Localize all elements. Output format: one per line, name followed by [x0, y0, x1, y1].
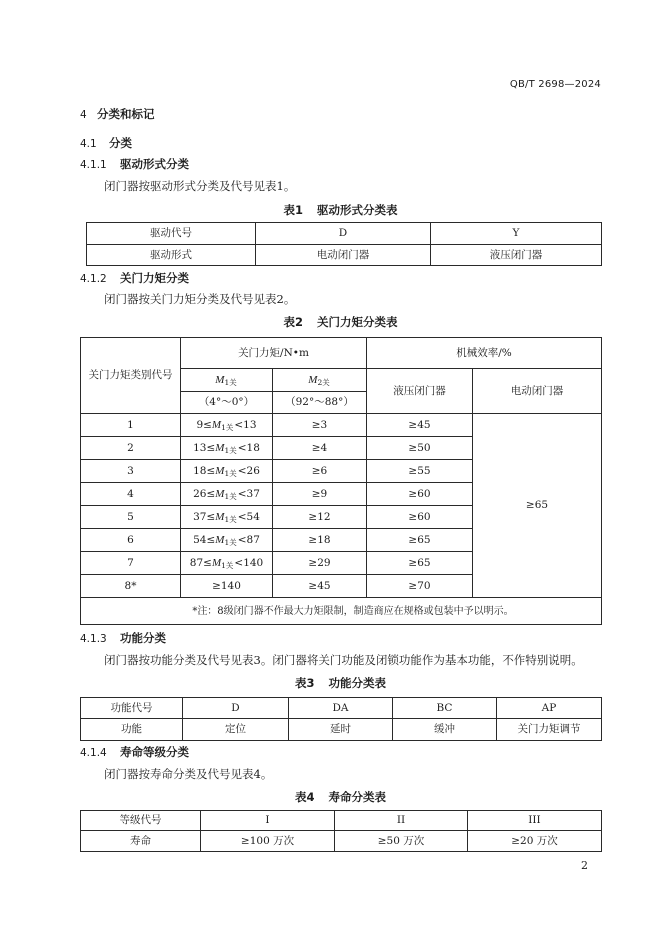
clause-number: 4.1.1	[80, 159, 107, 171]
table-cell: 延时	[289, 719, 393, 741]
clause-heading-life	[80, 744, 189, 761]
m-subscript: 1关	[224, 537, 237, 547]
clause-number: 4.1.4	[80, 747, 107, 759]
m-subscript: 1关	[221, 560, 234, 570]
m-symbol: M	[215, 464, 225, 477]
service-life-table	[80, 810, 602, 852]
row-header-grade-code: 等级代号	[81, 811, 201, 831]
hydraulic-efficiency: ≥65	[367, 529, 473, 552]
torque-class-code: 2	[81, 437, 181, 460]
clause-text-function: 闭门器按功能分类及代号见表3。闭门器将关门功能及闭锁功能作为基本功能，不作特别说明。	[104, 653, 583, 667]
clause-title: 关门力矩分类	[120, 271, 189, 285]
table-row	[81, 831, 602, 852]
table-cell: AP	[497, 698, 602, 719]
m1-closing-range	[181, 552, 273, 575]
table-1-caption	[80, 202, 601, 218]
range-lower: 18≤	[193, 464, 216, 477]
table-cell: D	[256, 223, 431, 245]
range-lower: 87≤	[189, 556, 212, 569]
table-note-row	[81, 598, 602, 625]
header-m2-angle: （92°～88°）	[273, 392, 367, 414]
hydraulic-efficiency: ≥70	[367, 575, 473, 598]
m1-closing-range	[181, 437, 273, 460]
m1-closing-range	[181, 506, 273, 529]
table-row	[87, 223, 602, 245]
table-row	[87, 245, 602, 266]
range-upper: <140	[234, 556, 264, 569]
torque-class-code: 8*	[81, 575, 181, 598]
drive-type-table	[86, 222, 602, 266]
m-symbol: M	[215, 373, 225, 386]
m-subscript: 1关	[224, 514, 237, 524]
clause-title: 寿命等级分类	[120, 745, 189, 759]
m2-closing-min: ≥45	[273, 575, 367, 598]
range-upper: <26	[237, 464, 260, 477]
standard-code: QB/T 2698—2024	[509, 79, 601, 90]
table-cell: II	[335, 811, 468, 831]
electric-efficiency: ≥65	[473, 414, 602, 598]
m1-closing-range	[181, 460, 273, 483]
table-row	[81, 414, 602, 437]
table-cell: I	[201, 811, 335, 831]
table-2-caption	[80, 314, 601, 330]
table-label: 表2	[283, 315, 303, 329]
clause-number: 4.1.3	[80, 633, 107, 645]
m1-closing-range	[181, 529, 273, 552]
m-subscript: 2关	[317, 377, 330, 387]
table-cell: ≥50 万次	[335, 831, 468, 852]
table-title: 功能分类表	[328, 676, 386, 690]
table-cell: 定位	[183, 719, 289, 741]
clause-heading-drive	[80, 156, 189, 173]
clause-title: 功能分类	[120, 631, 166, 645]
table-row	[81, 811, 602, 831]
clause-heading-torque	[80, 270, 189, 287]
m-symbol: M	[215, 487, 225, 500]
function-table	[80, 697, 602, 741]
table-cell: 关门力矩调节	[497, 719, 602, 741]
range-lower: 26≤	[193, 487, 216, 500]
m2-closing-min: ≥12	[273, 506, 367, 529]
m2-closing-min: ≥6	[273, 460, 367, 483]
m2-closing-min: ≥3	[273, 414, 367, 437]
range-lower: 54≤	[193, 533, 216, 546]
clause-text-drive: 闭门器按驱动形式分类及代号见表1。	[104, 179, 296, 193]
subsection-title: 分类	[109, 136, 132, 150]
table-row	[81, 698, 602, 719]
row-header-drive-type: 驱动形式	[87, 245, 256, 266]
hydraulic-efficiency: ≥55	[367, 460, 473, 483]
m-subscript: 1关	[224, 491, 237, 501]
header-mechanical-efficiency: 机械效率/%	[367, 338, 602, 369]
hydraulic-efficiency: ≥60	[367, 483, 473, 506]
m2-closing-min: ≥29	[273, 552, 367, 575]
m1-closing-range	[181, 414, 273, 437]
subsection-number: 4.1	[80, 138, 97, 150]
hydraulic-efficiency: ≥50	[367, 437, 473, 460]
table-title: 关门力矩分类表	[317, 315, 398, 329]
m-subscript: 1关	[224, 468, 237, 478]
table-cell: 电动闭门器	[256, 245, 431, 266]
range-lower: 37≤	[193, 510, 216, 523]
range-upper: <18	[237, 441, 260, 454]
table-title: 驱动形式分类表	[317, 203, 398, 217]
torque-class-code: 1	[81, 414, 181, 437]
header-m2-closing	[273, 369, 367, 392]
m-symbol: M	[211, 418, 222, 431]
hydraulic-efficiency: ≥65	[367, 552, 473, 575]
torque-class-code: 4	[81, 483, 181, 506]
clause-text-torque: 闭门器按关门力矩分类及代号见表2。	[104, 292, 296, 306]
row-header-life: 寿命	[81, 831, 201, 852]
range-upper: <13	[234, 418, 257, 431]
row-header-function-code: 功能代号	[81, 698, 183, 719]
section-number: 4	[80, 109, 87, 121]
row-header-function: 功能	[81, 719, 183, 741]
m-symbol: M	[215, 510, 225, 523]
section-title: 分类和标记	[97, 107, 155, 121]
torque-class-code: 6	[81, 529, 181, 552]
m2-closing-min: ≥9	[273, 483, 367, 506]
table-cell: D	[183, 698, 289, 719]
m-subscript: 1关	[224, 377, 237, 387]
table-cell: 缓冲	[393, 719, 497, 741]
table-cell: DA	[289, 698, 393, 719]
header-m1-closing	[181, 369, 273, 392]
table-4-caption	[80, 789, 601, 805]
table-label: 表4	[294, 790, 315, 804]
hydraulic-efficiency: ≥60	[367, 506, 473, 529]
table-label: 表3	[294, 676, 315, 690]
clause-number: 4.1.2	[80, 273, 107, 285]
table-cell: 液压闭门器	[431, 245, 602, 266]
header-torque-class-code: 关门力矩类别代号	[81, 338, 181, 414]
header-m1-angle: （4°～0°）	[181, 392, 273, 414]
m1-closing-min: ≥140	[181, 575, 273, 598]
table-3-caption	[80, 675, 601, 691]
row-header-drive-code: 驱动代号	[87, 223, 256, 245]
clause-title: 驱动形式分类	[120, 157, 189, 171]
clause-text-life: 闭门器按寿命分类及代号见表4。	[104, 767, 273, 781]
range-lower: 9≤	[196, 418, 212, 431]
table-note: *注：8级闭门器不作最大力矩限制，制造商应在规格或包装中予以明示。	[81, 598, 602, 625]
section-heading	[80, 106, 155, 123]
page-number: 2	[581, 859, 588, 872]
header-electric-closer: 电动闭门器	[473, 369, 602, 414]
m-symbol: M	[211, 556, 222, 569]
torque-class-code: 7	[81, 552, 181, 575]
table-cell: Y	[431, 223, 602, 245]
subsection-heading	[80, 135, 132, 152]
table-header-row	[81, 338, 602, 369]
m-subscript: 1关	[224, 445, 237, 455]
m-symbol: M	[308, 373, 318, 386]
clause-heading-function	[80, 630, 166, 647]
table-cell: ≥100 万次	[201, 831, 335, 852]
range-upper: <37	[237, 487, 260, 500]
closing-torque-table	[80, 337, 602, 625]
header-hydraulic-closer: 液压闭门器	[367, 369, 473, 414]
m2-closing-min: ≥18	[273, 529, 367, 552]
table-row	[81, 719, 602, 741]
m2-closing-min: ≥4	[273, 437, 367, 460]
torque-class-code: 3	[81, 460, 181, 483]
torque-class-code: 5	[81, 506, 181, 529]
m1-closing-range	[181, 483, 273, 506]
m-subscript: 1关	[221, 422, 234, 432]
range-lower: 13≤	[193, 441, 216, 454]
hydraulic-efficiency: ≥45	[367, 414, 473, 437]
m-symbol: M	[215, 533, 225, 546]
table-label: 表1	[283, 203, 303, 217]
table-title: 寿命分类表	[328, 790, 386, 804]
m-symbol: M	[215, 441, 225, 454]
range-upper: <87	[237, 533, 260, 546]
table-cell: ≥20 万次	[468, 831, 602, 852]
header-closing-torque: 关门力矩/N•m	[181, 338, 367, 369]
table-cell: BC	[393, 698, 497, 719]
table-cell: III	[468, 811, 602, 831]
range-upper: <54	[237, 510, 260, 523]
